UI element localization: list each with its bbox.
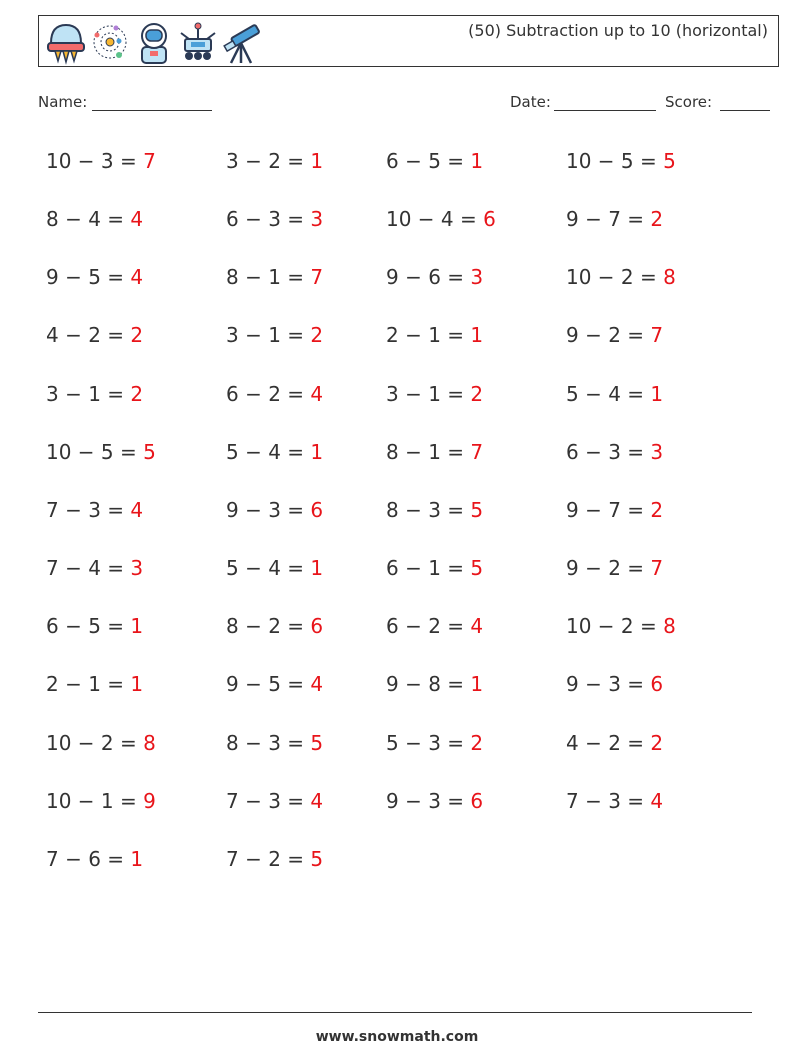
problem-question: 5 − 4 =: [566, 381, 651, 406]
problem-item: [46, 204, 226, 262]
problem-answer: 2: [650, 730, 664, 755]
problem-item: [566, 611, 746, 669]
problem-answer: 2: [650, 207, 664, 232]
problem-question: 10 − 2 =: [566, 614, 664, 639]
problem-answer: 8: [663, 265, 676, 290]
problem-item: [566, 669, 746, 727]
problem-answer: 2: [130, 323, 144, 348]
worksheet-header: [38, 15, 779, 67]
problem-answer: 5: [663, 149, 676, 173]
date-blank[interactable]: [554, 110, 656, 111]
problem-question: 6 − 3 =: [566, 439, 651, 464]
problem-question: 7 − 3 =: [226, 788, 311, 813]
problem-question: 7 − 2 =: [226, 846, 311, 871]
problem-question: 10 − 4 =: [386, 207, 484, 232]
problem-question: 9 − 3 =: [386, 788, 471, 813]
problem-item: [226, 437, 386, 495]
problem-question: 2 − 1 =: [386, 323, 471, 348]
problem-answer: 4: [310, 788, 324, 813]
problem-answer: 3: [470, 265, 484, 290]
problem-item: [566, 204, 746, 262]
problem-answer: 7: [650, 556, 664, 581]
problem-item: [386, 204, 566, 262]
problem-question: 6 − 3 =: [226, 207, 311, 232]
problem-item: [386, 669, 566, 727]
problem-question: 5 − 3 =: [386, 730, 471, 755]
problem-answer: 4: [130, 497, 144, 522]
name-blank[interactable]: [92, 110, 212, 111]
problem-item: [566, 437, 746, 495]
problem-question: 9 − 7 =: [566, 497, 651, 522]
problem-question: 7 − 3 =: [566, 788, 651, 813]
problem-answer: 5: [470, 556, 484, 581]
problem-item: [226, 553, 386, 611]
problem-answer: 4: [310, 672, 324, 697]
problem-item: [566, 728, 746, 786]
problem-item: [46, 553, 226, 611]
name-label: Name:: [38, 93, 88, 111]
problem-item: [226, 379, 386, 437]
problem-question: 8 − 2 =: [226, 614, 311, 639]
problem-question: 3 − 1 =: [46, 381, 131, 406]
spaceship-icon: [45, 19, 87, 65]
problem-question: 7 − 6 =: [46, 846, 131, 871]
problem-answer: 4: [310, 381, 324, 406]
problem-item: [226, 611, 386, 669]
problem-item: [46, 495, 226, 553]
telescope-icon: [221, 19, 263, 65]
problem-item: [386, 320, 566, 378]
problem-answer: 6: [470, 788, 484, 813]
problem-item: [386, 379, 566, 437]
problem-item: [226, 844, 386, 902]
problem-answer: 4: [130, 265, 144, 290]
problem-answer: 4: [130, 207, 144, 232]
problem-item: [566, 379, 746, 437]
problem-answer: 1: [310, 149, 324, 173]
problem-item: [386, 437, 566, 495]
problem-answer: 1: [470, 672, 484, 697]
problem-answer: 7: [650, 323, 664, 348]
problem-answer: 2: [310, 323, 324, 348]
problem-item: [226, 320, 386, 378]
problem-item: [386, 146, 566, 204]
problem-item: [226, 786, 386, 844]
problem-item: [46, 262, 226, 320]
problem-item: [46, 437, 226, 495]
worksheet-title: (50) Subtraction up to 10 (horizontal): [468, 21, 768, 40]
problem-question: 10 − 2 =: [46, 730, 144, 755]
problem-answer: 2: [650, 497, 664, 522]
problem-answer: 1: [470, 149, 484, 173]
problem-question: 6 − 2 =: [226, 381, 311, 406]
problem-question: 9 − 2 =: [566, 556, 651, 581]
problem-answer: 5: [310, 846, 324, 871]
problem-question: 6 − 5 =: [46, 614, 131, 639]
problem-item: [566, 553, 746, 611]
problem-answer: 5: [143, 439, 156, 464]
problem-question: 10 − 5 =: [566, 149, 664, 173]
problem-answer: 7: [143, 149, 156, 173]
problem-answer: 1: [650, 381, 664, 406]
problem-answer: 2: [130, 381, 144, 406]
problem-item: [386, 786, 566, 844]
problem-item: [566, 146, 746, 204]
problem-item: [226, 262, 386, 320]
problem-item: [46, 379, 226, 437]
problem-question: 7 − 4 =: [46, 556, 131, 581]
problem-item: [226, 204, 386, 262]
problem-grid: [46, 146, 766, 902]
problem-item: [226, 146, 386, 204]
problem-question: 5 − 4 =: [226, 556, 311, 581]
problem-question: 9 − 7 =: [566, 207, 651, 232]
problem-answer: 6: [650, 672, 664, 697]
problem-answer: 4: [650, 788, 664, 813]
problem-answer: 2: [470, 381, 484, 406]
problem-question: 10 − 3 =: [46, 149, 144, 173]
problem-question: 9 − 8 =: [386, 672, 471, 697]
mars-rover-icon: [177, 19, 219, 65]
problem-item: [46, 611, 226, 669]
problem-item: [46, 844, 226, 902]
problem-question: 6 − 1 =: [386, 556, 471, 581]
problem-answer: 5: [470, 497, 484, 522]
solar-system-icon: [89, 19, 131, 65]
footer-url: www.snowmath.com: [315, 1029, 479, 1045]
problem-question: 9 − 2 =: [566, 323, 651, 348]
icon-strip: [45, 19, 263, 65]
problem-item: [386, 262, 566, 320]
problem-question: 10 − 1 =: [46, 788, 144, 813]
problem-answer: 1: [310, 556, 324, 581]
problem-question: 8 − 4 =: [46, 207, 131, 232]
problem-answer: 8: [663, 614, 676, 639]
problem-question: 6 − 2 =: [386, 614, 471, 639]
footer-divider: [38, 1012, 752, 1013]
problem-question: 5 − 4 =: [226, 439, 311, 464]
problem-answer: 6: [483, 207, 496, 232]
problem-question: 3 − 2 =: [226, 149, 311, 173]
problem-question: 10 − 2 =: [566, 265, 664, 290]
problem-answer: 5: [310, 730, 324, 755]
problem-item: [566, 495, 746, 553]
problem-item: [566, 320, 746, 378]
problem-answer: 1: [130, 672, 144, 697]
problem-question: 8 − 3 =: [386, 497, 471, 522]
problem-item: [226, 728, 386, 786]
problem-item: [386, 728, 566, 786]
problem-item: [46, 786, 226, 844]
problem-item: [386, 611, 566, 669]
score-blank[interactable]: [720, 110, 770, 111]
problem-question: 9 − 5 =: [46, 265, 131, 290]
problem-answer: 1: [130, 846, 144, 871]
problem-item: [46, 320, 226, 378]
problem-item: [566, 786, 746, 844]
problem-question: 4 − 2 =: [566, 730, 651, 755]
problem-answer: 1: [470, 323, 484, 348]
date-label: Date:: [510, 93, 551, 111]
problem-answer: 3: [650, 439, 664, 464]
problem-question: 8 − 3 =: [226, 730, 311, 755]
astronaut-icon: [133, 19, 175, 65]
problem-answer: 8: [143, 730, 156, 755]
problem-item: [386, 495, 566, 553]
score-label: Score:: [665, 93, 713, 111]
problem-answer: 7: [310, 265, 324, 290]
problem-answer: 1: [310, 439, 324, 464]
problem-item: [46, 728, 226, 786]
problem-question: 3 − 1 =: [386, 381, 471, 406]
problem-item: [386, 553, 566, 611]
problem-item: [226, 669, 386, 727]
problem-answer: 1: [130, 614, 144, 639]
problem-question: 4 − 2 =: [46, 323, 131, 348]
problem-item: [46, 669, 226, 727]
problem-question: 9 − 3 =: [566, 672, 651, 697]
problem-question: 9 − 6 =: [386, 265, 471, 290]
problem-question: 8 − 1 =: [386, 439, 471, 464]
problem-answer: 7: [470, 439, 484, 464]
problem-answer: 4: [470, 614, 484, 639]
problem-question: 9 − 5 =: [226, 672, 311, 697]
problem-question: 9 − 3 =: [226, 497, 311, 522]
problem-answer: 6: [310, 614, 324, 639]
problem-answer: 3: [310, 207, 324, 232]
problem-answer: 3: [130, 556, 144, 581]
problem-answer: 9: [143, 788, 156, 813]
problem-answer: 2: [470, 730, 484, 755]
student-info-row: [38, 93, 771, 115]
problem-answer: 6: [310, 497, 324, 522]
problem-question: 2 − 1 =: [46, 672, 131, 697]
problem-question: 10 − 5 =: [46, 439, 144, 464]
problem-item: [46, 146, 226, 204]
problem-question: 7 − 3 =: [46, 497, 131, 522]
problem-question: 6 − 5 =: [386, 149, 471, 173]
problem-item: [566, 262, 746, 320]
problem-question: 3 − 1 =: [226, 323, 311, 348]
problem-question: 8 − 1 =: [226, 265, 311, 290]
problem-item: [226, 495, 386, 553]
